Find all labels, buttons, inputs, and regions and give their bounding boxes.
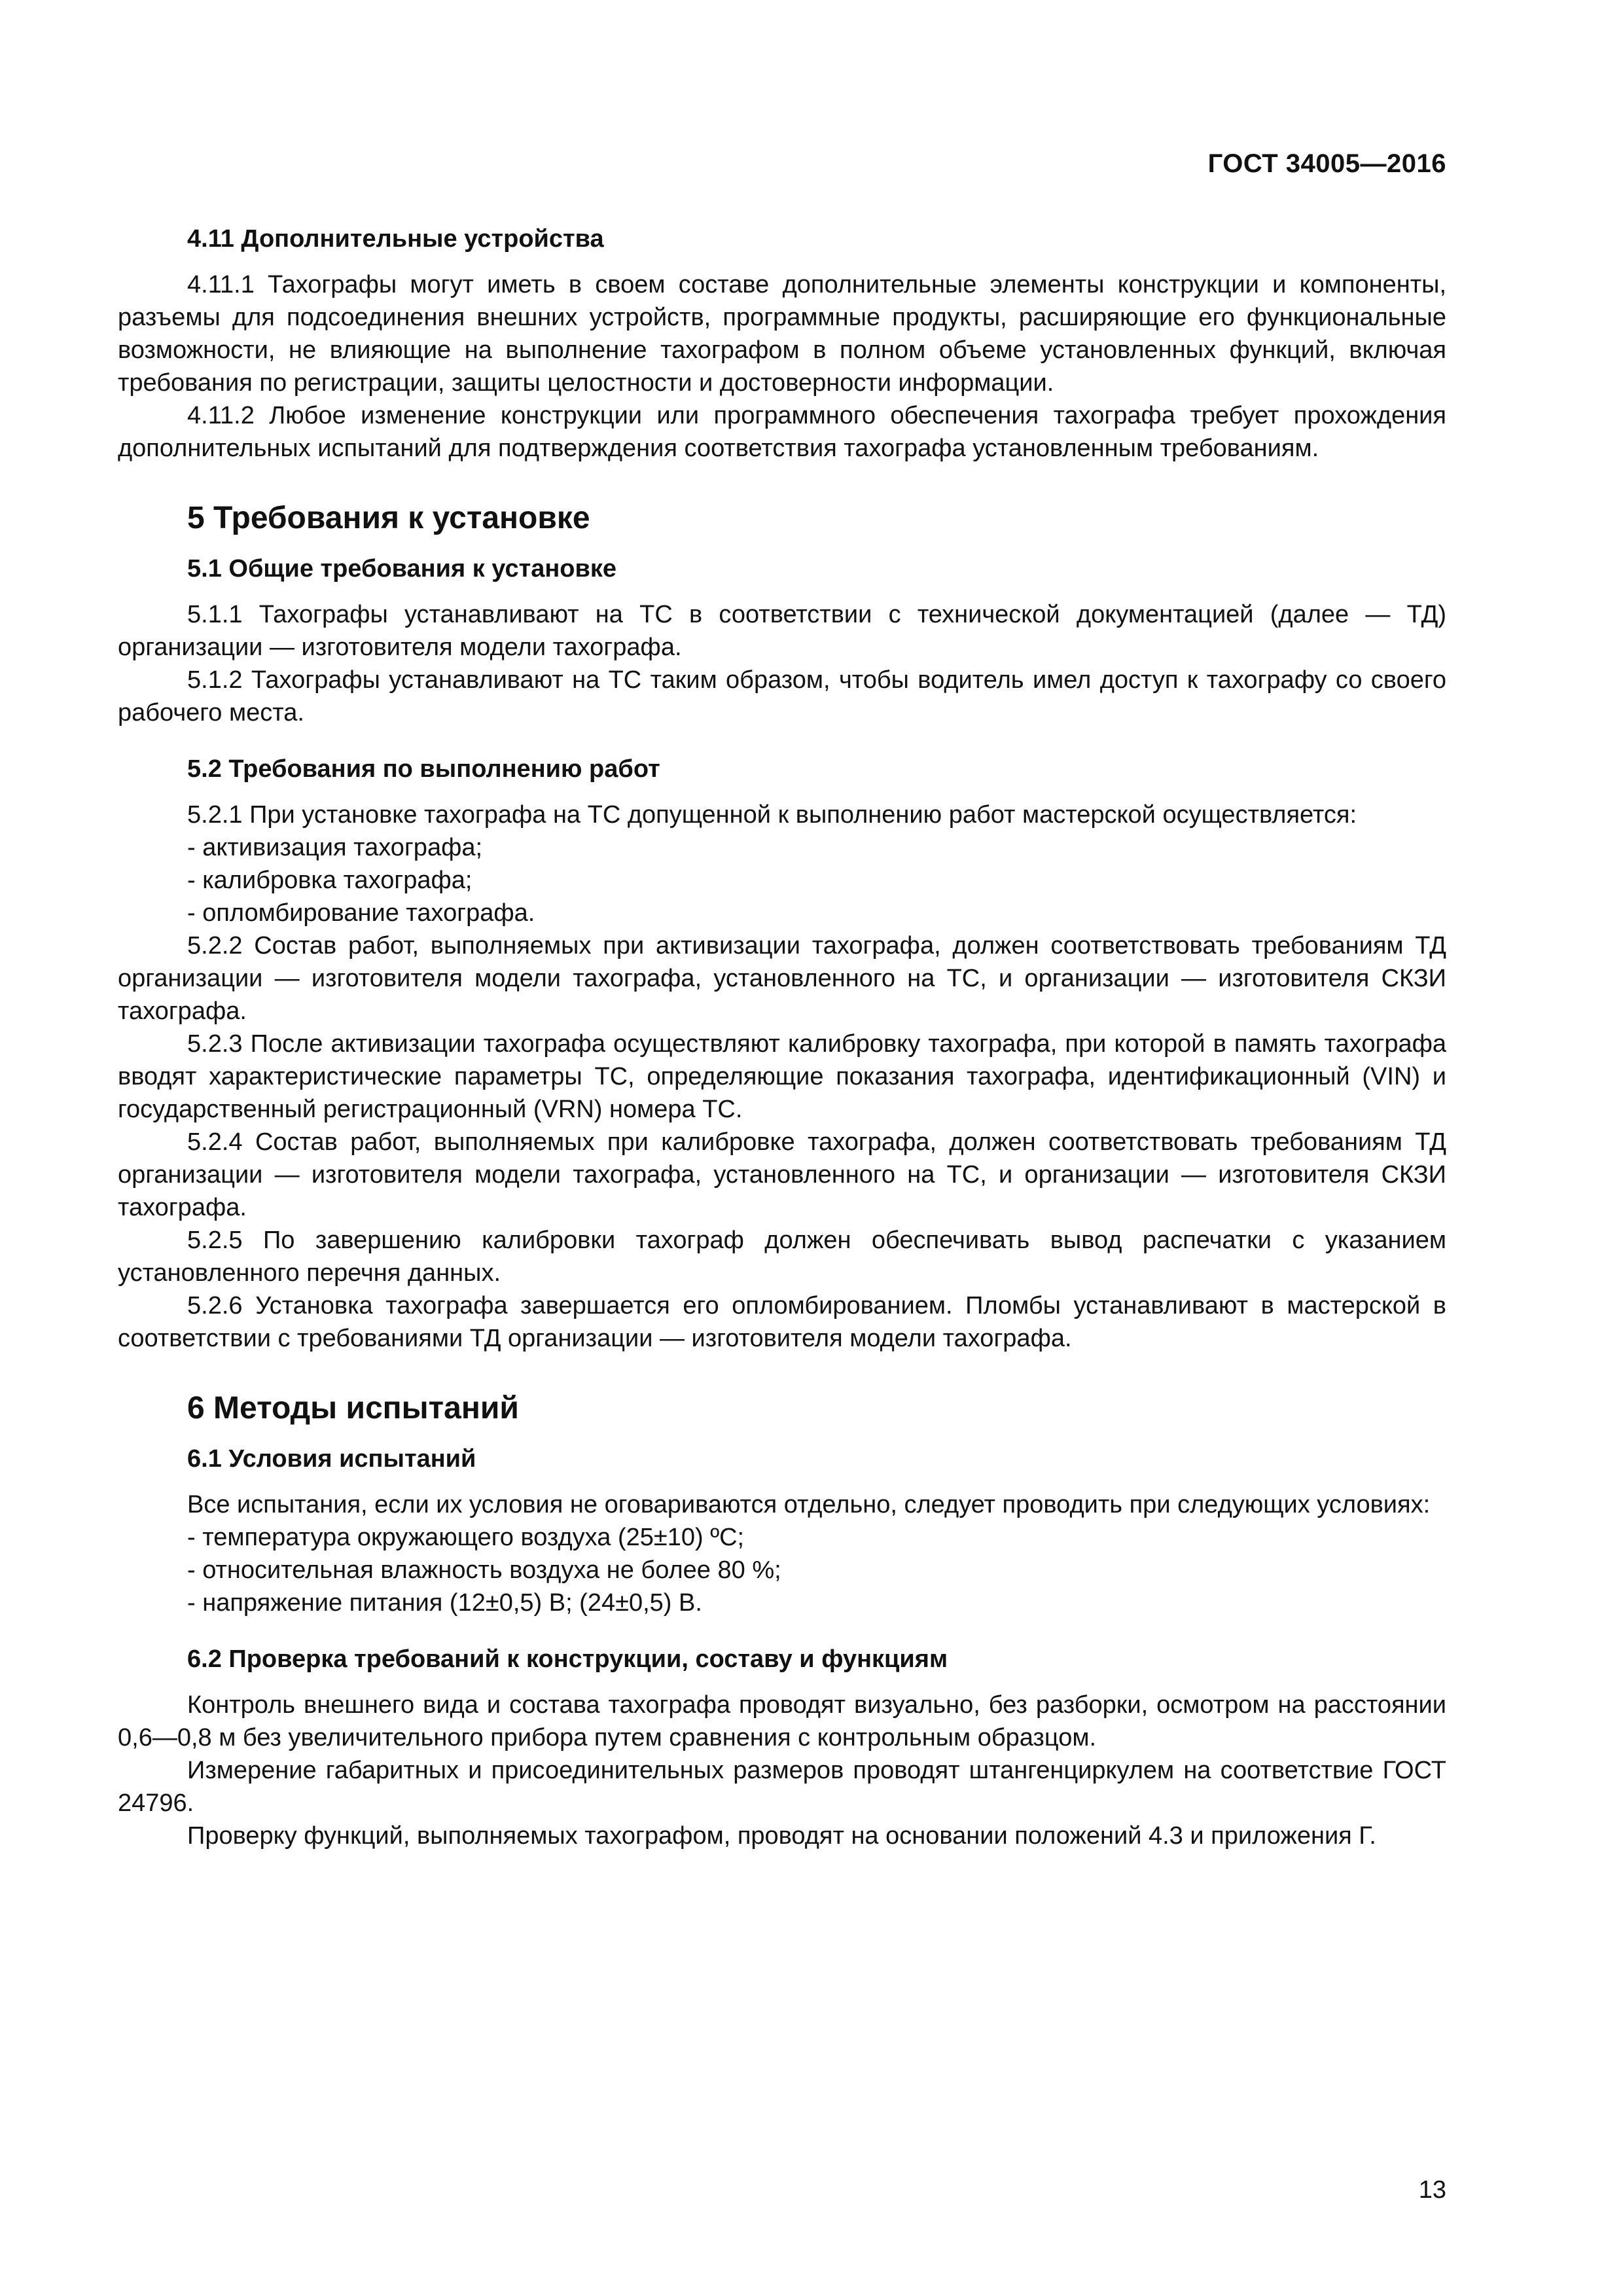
section-4-11-heading: 4.11 Дополнительные устройства (187, 225, 604, 253)
list-item: - активизация тахографа; (187, 834, 483, 861)
paragraph-5-1-1: 5.1.1 Тахографы устанавливают на ТС в соответствии с технической документацией (далее — ТД) организации — изготовителя модели тахографа. (118, 601, 1446, 661)
paragraph-6-1: Все испытания, если их условия не оговариваются отдельно, следует проводить при следующих условиях: (187, 1491, 1431, 1518)
section-5-1-heading: 5.1 Общие требования к установке (187, 555, 617, 583)
list-item: - калибровка тахографа; (187, 867, 473, 894)
paragraph-4-11-1: 4.11.1 Тахографы могут иметь в своем составе дополнительные элементы конструкции и компоненты, разъемы для подсоединения внешних устройств, программные продукты, расширяющие его функциональные возможности, не влияющие на выполнение тахографом в полном объеме установленных функций, включая требования по регистрации, защиты целостности и достоверности информации. (118, 271, 1446, 397)
paragraph-5-2-1: 5.2.1 При установке тахографа на ТС допущенной к выполнению работ мастерской осуществляется: (187, 801, 1357, 829)
paragraph-5-1-2: 5.1.2 Тахографы устанавливают на ТС таким образом, чтобы водитель имел доступ к тахографу со своего рабочего места. (118, 666, 1446, 726)
paragraph-4-11-2: 4.11.2 Любое изменение конструкции или программного обеспечения тахографа требует прохождения дополнительных испытаний для подтверждения соответствия тахографа установленным требованиям. (118, 402, 1446, 462)
paragraph-5-2-5: 5.2.5 По завершению калибровки тахограф должен обеспечивать вывод распечатки с указанием установленного перечня данных. (118, 1227, 1446, 1287)
paragraph-5-2-6: 5.2.6 Установка тахографа завершается его опломбированием. Пломбы устанавливают в мастерской в соответствии с требованиями ТД организации — изготовителя модели тахографа. (118, 1292, 1446, 1352)
paragraph-6-2-1: Контроль внешнего вида и состава тахографа проводят визуально, без разборки, осмотром на расстоянии 0,6—0,8 м без увеличительного прибора путем сравнения с контрольным образцом. (118, 1691, 1446, 1751)
document-id: ГОСТ 34005—2016 (1207, 149, 1446, 178)
section-6-1-heading: 6.1 Условия испытаний (187, 1445, 476, 1473)
section-6-heading: 6 Методы испытаний (187, 1391, 519, 1426)
paragraph-5-2-2: 5.2.2 Состав работ, выполняемых при активизации тахографа, должен соответствовать требованиям ТД организации — изготовителя модели тахографа, установленного на ТС, и организации — изготовителя СКЗИ тахографа. (118, 932, 1446, 1025)
page-number: 13 (1418, 2176, 1446, 2204)
paragraph-5-2-3: 5.2.3 После активизации тахографа осуществляют калибровку тахографа, при которой в память тахографа вводят характеристические параметры ТС, определяющие показания тахографа, идентификационный (VIN) и государственный регистрационный (VRN) номера ТС. (118, 1030, 1446, 1123)
document-body (118, 223, 1446, 1852)
section-5-heading: 5 Требования к установке (187, 501, 590, 535)
paragraph-6-2-3: Проверку функций, выполняемых тахографом, проводят на основании положений 4.3 и приложения Г. (187, 1822, 1376, 1850)
list-item: - относительная влажность воздуха не более 80 %; (187, 1556, 781, 1584)
section-6-2-heading: 6.2 Проверка требований к конструкции, составу и функциям (187, 1645, 948, 1673)
list-item: - напряжение питания (12±0,5) В; (24±0,5) В. (187, 1589, 702, 1617)
list-item: - опломбирование тахографа. (187, 899, 535, 927)
document-page (118, 0, 1446, 2296)
section-5-2-heading: 5.2 Требования по выполнению работ (187, 755, 660, 783)
paragraph-5-2-4: 5.2.4 Состав работ, выполняемых при калибровке тахографа, должен соответствовать требованиям ТД организации — изготовителя модели тахографа, установленного на ТС, и организации — изготовителя СКЗИ тахографа. (118, 1128, 1446, 1221)
paragraph-6-2-2: Измерение габаритных и присоединительных размеров проводят штангенциркулем на соответствие ГОСТ 24796. (118, 1757, 1446, 1817)
list-item: - температура окружающего воздуха (25±10) ºС; (187, 1524, 745, 1551)
